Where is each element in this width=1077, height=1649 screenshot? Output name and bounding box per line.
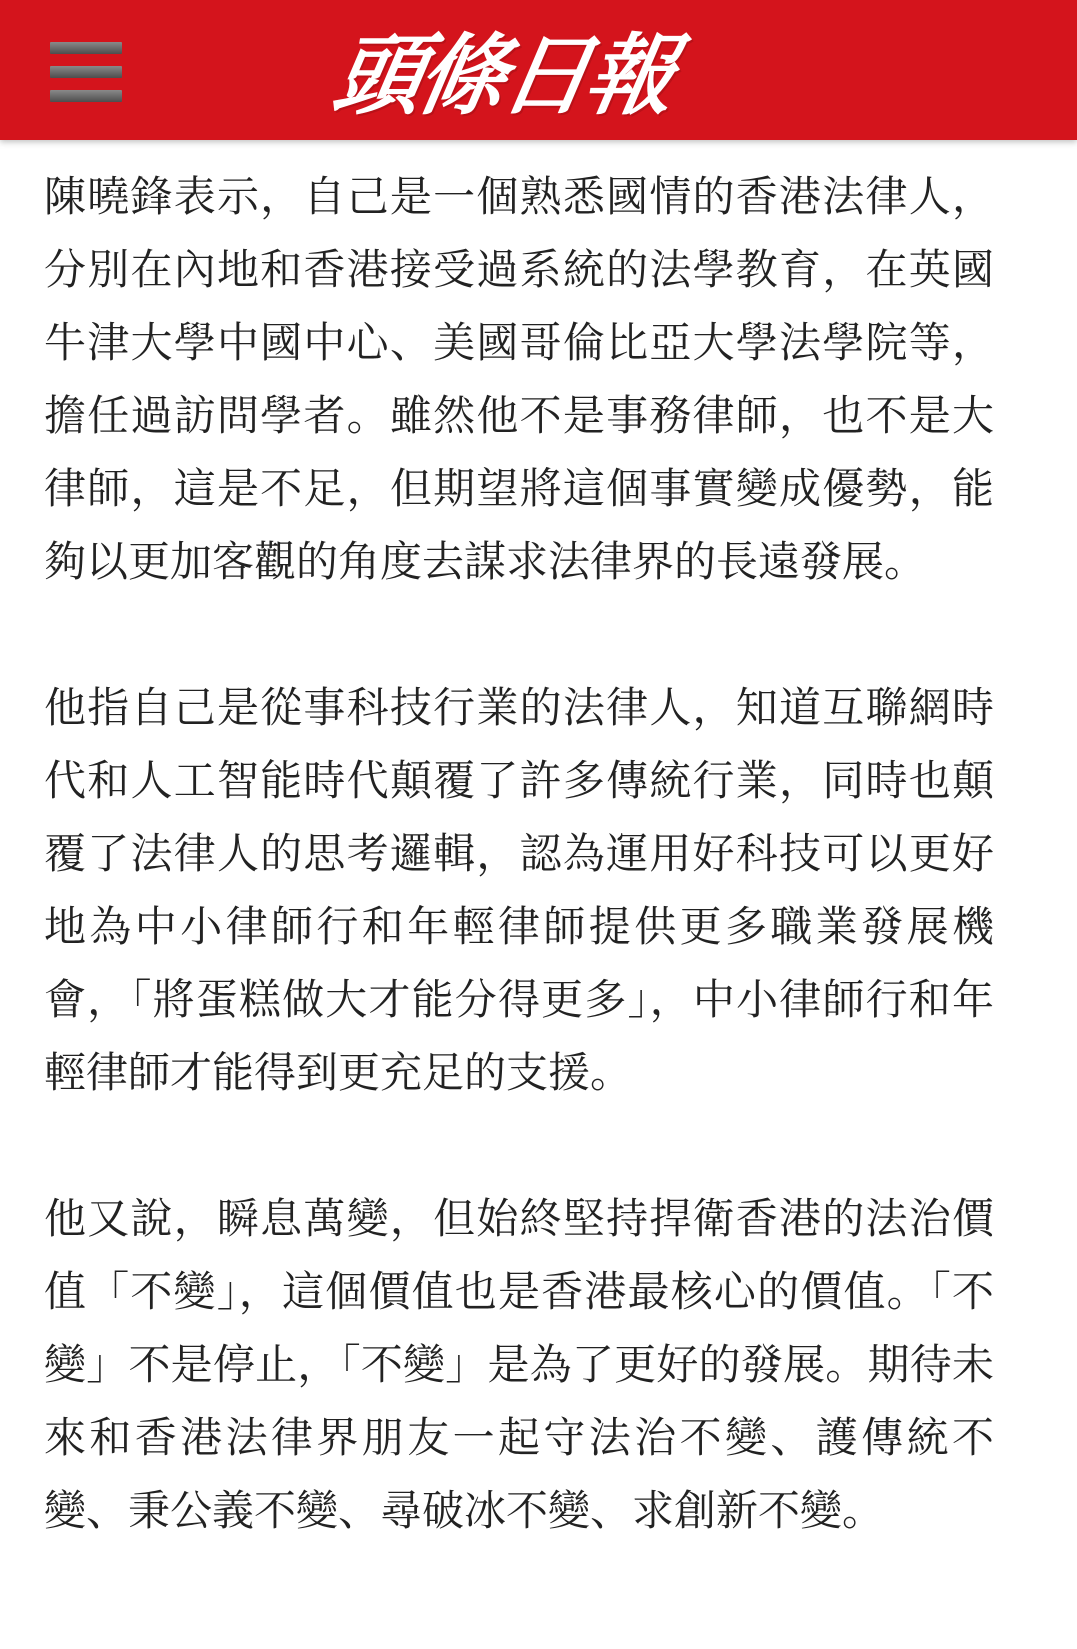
article-body bbox=[44, 160, 994, 1547]
site-logo[interactable]: 頭條日報 bbox=[325, 24, 680, 127]
hamburger-menu-button[interactable] bbox=[50, 40, 122, 104]
top-header bbox=[0, 0, 1077, 140]
article-paragraph: 陳曉鋒表示，自己是一個熟悉國情的香港法律人，分別在內地和香港接受過系統的法學教育，在英國牛津大學中國中心、美國哥倫比亞大學法學院等，擔任過訪問學者。雖然他不是事務律師，也不是大律師，這是不足，但期望將這個事實變成優勢，能夠以更加客觀的角度去謀求法律界的長遠發展。 bbox=[44, 172, 994, 586]
article-paragraph: 他指自己是從事科技行業的法律人，知道互聯網時代和人工智能時代顛覆了許多傳統行業，同時也顛覆了法律人的思考邏輯，認為運用好科技可以更好地為中小律師行和年輕律師提供更多職業發展機會，「將蛋糕做大才能分得更多」，中小律師行和年輕律師才能得到更充足的支援。 bbox=[44, 683, 994, 1097]
article-paragraph: 他又說，瞬息萬變，但始終堅持捍衛香港的法治價值「不變」，這個價值也是香港最核心的價值。「不變」不是停止，「不變」是為了更好的發展。期待未來和香港法律界朋友一起守法治不變、護傳統不變、秉公義不變、尋破冰不變、求創新不變。 bbox=[44, 1194, 994, 1535]
menu-bar-icon bbox=[50, 42, 122, 54]
menu-bar-icon bbox=[50, 90, 122, 102]
menu-bar-icon bbox=[50, 66, 122, 78]
